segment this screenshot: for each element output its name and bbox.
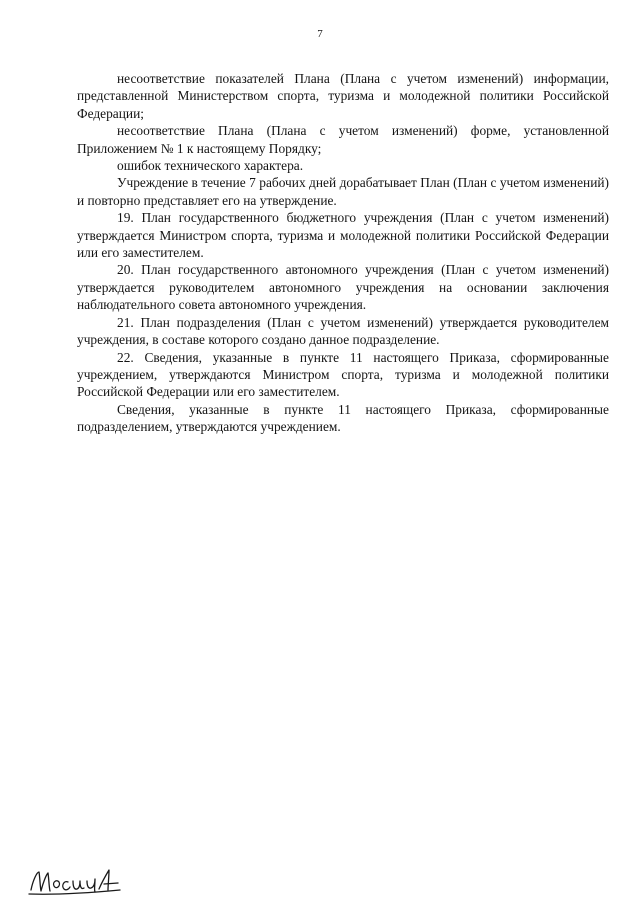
paragraph-item-22: 22. Сведения, указанные в пункте 11 настоящего Приказа, сформированные учреждением, утверждаются Министром спорта, туризма и молодежной политики Российской Федерации или его заместителем.	[77, 349, 609, 400]
handwritten-signature	[28, 864, 128, 898]
paragraph-revision: Учреждение в течение 7 рабочих дней дорабатывает План (План с учетом изменений) и повторно представляет его на утверждение.	[77, 175, 609, 208]
paragraph-item-20: 20. План государственного автономного учреждения (План с учетом изменений) утверждается руководителем автономного учреждения на основании заключения наблюдательного совета автономного учреждения.	[77, 262, 609, 313]
page-number: 7	[317, 28, 323, 40]
document-body	[77, 70, 609, 436]
paragraph-nonconformity-form: несоответствие Плана (Плана с учетом изменений) форме, установленной Приложением № 1 к настоящему Порядку;	[77, 123, 609, 156]
paragraph-item-21: 21. План подразделения (План с учетом изменений) утверждается руководителем учреждения, в составе которого создано данное подразделение.	[77, 314, 609, 348]
paragraph-item-22-subdivision: Сведения, указанные в пункте 11 настоящего Приказа, сформированные подразделением, утверждаются учреждением.	[77, 401, 609, 435]
paragraph-technical-errors: ошибок технического характера.	[117, 158, 304, 174]
paragraph-nonconformity-indicators: несоответствие показателей Плана (Плана с учетом изменений) информации, представленной Министерством спорта, туризма и молодежной политики Российской Федерации;	[77, 71, 609, 121]
paragraph-item-19: 19. План государственного бюджетного учреждения (План с учетом изменений) утверждается Министром спорта, туризма и молодежной политики Российской Федерации или его заместителем.	[77, 210, 609, 261]
